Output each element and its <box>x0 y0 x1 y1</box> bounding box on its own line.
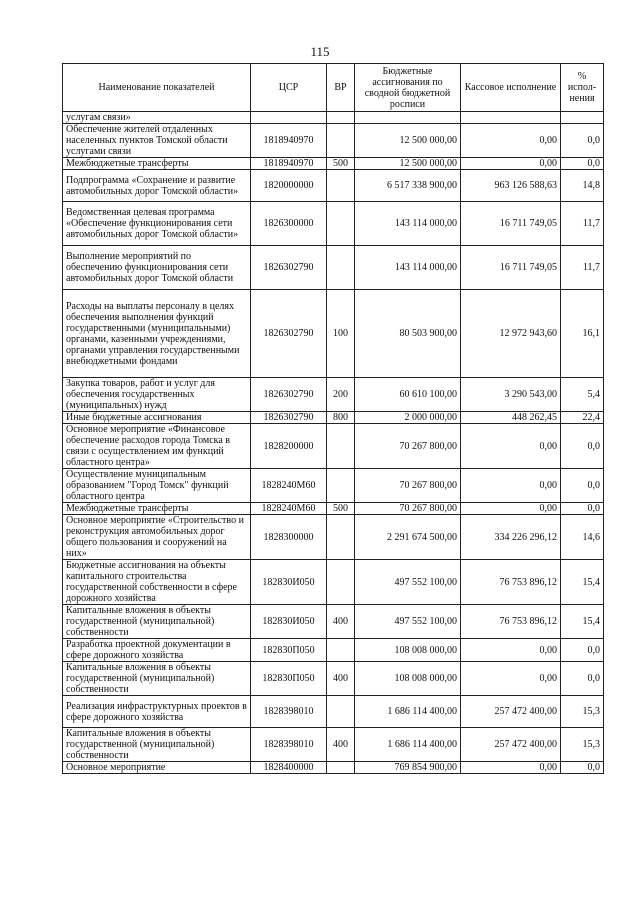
cell-csr: 1826302790 <box>251 290 327 378</box>
cell-csr: 1828240М60 <box>251 503 327 515</box>
header-vr: ВР <box>327 64 355 112</box>
table-row <box>63 728 604 762</box>
cell-vr <box>327 124 355 158</box>
cell-allocation: 70 267 800,00 <box>355 503 461 515</box>
cell-percent: 5,4 <box>561 378 604 412</box>
cell-cash-execution: 0,00 <box>461 124 561 158</box>
cell-percent: 11,7 <box>561 202 604 246</box>
cell-csr: 182830И050 <box>251 605 327 639</box>
cell-vr <box>327 424 355 469</box>
cell-vr <box>327 515 355 560</box>
cell-percent: 0,0 <box>561 124 604 158</box>
cell-percent: 14,6 <box>561 515 604 560</box>
cell-percent: 0,0 <box>561 158 604 170</box>
cell-vr <box>327 696 355 728</box>
table-row <box>63 202 604 246</box>
cell-name: Основное мероприятие «Строительство и реконструкция автомобильных дорог общего пользования и сооружений на них» <box>63 515 251 560</box>
cell-allocation: 497 552 100,00 <box>355 605 461 639</box>
cell-vr: 500 <box>327 158 355 170</box>
table-row <box>63 246 604 290</box>
budget-execution-table <box>62 63 604 774</box>
cell-name: Закупка товаров, работ и услуг для обеспечения государственных (муниципальных) нужд <box>63 378 251 412</box>
cell-allocation: 70 267 800,00 <box>355 424 461 469</box>
cell-vr: 500 <box>327 503 355 515</box>
cell-allocation: 2 000 000,00 <box>355 412 461 424</box>
table-row <box>63 290 604 378</box>
cell-percent: 15,4 <box>561 560 604 605</box>
table-row <box>63 762 604 774</box>
cell-allocation: 143 114 000,00 <box>355 246 461 290</box>
cell-name: услугам связи» <box>63 112 251 124</box>
cell-vr <box>327 639 355 662</box>
cell-percent: 11,7 <box>561 246 604 290</box>
cell-cash-execution: 0,00 <box>461 662 561 696</box>
cell-name: Основное мероприятие <box>63 762 251 774</box>
cell-cash-execution: 0,00 <box>461 762 561 774</box>
cell-name: Осуществление муниципальным образованием "Город Томск" функций областного центра <box>63 469 251 503</box>
cell-name: Бюджетные ассигнования на объекты капитального строительства государственной собственности в сфере дорожного хозяйства <box>63 560 251 605</box>
cell-csr: 1818940970 <box>251 124 327 158</box>
table-row <box>63 112 604 124</box>
cell-vr <box>327 170 355 202</box>
cell-percent: 0,0 <box>561 503 604 515</box>
cell-cash-execution: 0,00 <box>461 469 561 503</box>
page-number: 115 <box>310 44 330 59</box>
cell-percent: 0,0 <box>561 469 604 503</box>
cell-vr: 100 <box>327 290 355 378</box>
cell-allocation: 143 114 000,00 <box>355 202 461 246</box>
cell-name: Капитальные вложения в объекты государственной (муниципальной) собственности <box>63 662 251 696</box>
cell-vr: 400 <box>327 605 355 639</box>
cell-cash-execution: 334 226 296,12 <box>461 515 561 560</box>
cell-name: Выполнение мероприятий по обеспечению функционирования сети автомобильных дорог Томской области <box>63 246 251 290</box>
cell-name: Межбюджетные трансферты <box>63 503 251 515</box>
cell-percent: 0,0 <box>561 662 604 696</box>
table-row <box>63 170 604 202</box>
table-row <box>63 560 604 605</box>
table-row <box>63 503 604 515</box>
table-row <box>63 124 604 158</box>
cell-allocation: 6 517 338 900,00 <box>355 170 461 202</box>
cell-csr: 182830П050 <box>251 639 327 662</box>
cell-name: Ведомственная целевая программа «Обеспечение функционирования сети автомобильных дорог Томской области» <box>63 202 251 246</box>
table-row <box>63 469 604 503</box>
cell-cash-execution: 12 972 943,60 <box>461 290 561 378</box>
cell-name: Подпрограмма «Сохранение и развитие автомобильных дорог Томской области» <box>63 170 251 202</box>
cell-allocation: 1 686 114 400,00 <box>355 696 461 728</box>
cell-vr <box>327 246 355 290</box>
cell-percent <box>561 112 604 124</box>
cell-csr: 1828398010 <box>251 696 327 728</box>
cell-percent: 22,4 <box>561 412 604 424</box>
cell-allocation: 769 854 900,00 <box>355 762 461 774</box>
cell-cash-execution: 0,00 <box>461 158 561 170</box>
table-row <box>63 662 604 696</box>
cell-percent: 0,0 <box>561 762 604 774</box>
cell-cash-execution: 76 753 896,12 <box>461 560 561 605</box>
cell-allocation: 60 610 100,00 <box>355 378 461 412</box>
table-header-row <box>63 64 604 112</box>
cell-csr: 1828398010 <box>251 728 327 762</box>
cell-allocation: 70 267 800,00 <box>355 469 461 503</box>
table-row <box>63 696 604 728</box>
cell-allocation: 12 500 000,00 <box>355 124 461 158</box>
cell-vr: 400 <box>327 662 355 696</box>
cell-csr: 1826302790 <box>251 412 327 424</box>
cell-csr: 1828400000 <box>251 762 327 774</box>
cell-csr: 182830П050 <box>251 662 327 696</box>
cell-name: Капитальные вложения в объекты государственной (муниципальной) собственности <box>63 605 251 639</box>
cell-allocation: 2 291 674 500,00 <box>355 515 461 560</box>
cell-cash-execution: 3 290 543,00 <box>461 378 561 412</box>
cell-allocation: 1 686 114 400,00 <box>355 728 461 762</box>
cell-allocation: 108 008 000,00 <box>355 639 461 662</box>
cell-percent: 0,0 <box>561 424 604 469</box>
cell-allocation: 497 552 100,00 <box>355 560 461 605</box>
cell-vr <box>327 112 355 124</box>
cell-percent: 0,0 <box>561 639 604 662</box>
cell-percent: 15,3 <box>561 696 604 728</box>
cell-vr <box>327 202 355 246</box>
cell-cash-execution: 76 753 896,12 <box>461 605 561 639</box>
cell-percent: 15,4 <box>561 605 604 639</box>
cell-csr: 1820000000 <box>251 170 327 202</box>
header-name: Наименование показателей <box>63 64 251 112</box>
cell-cash-execution: 16 711 749,05 <box>461 246 561 290</box>
table-row <box>63 424 604 469</box>
cell-name: Основное мероприятие «Финансовое обеспечение расходов города Томска в связи с осуществлением им функций областного центра» <box>63 424 251 469</box>
header-cash-execution: Кассовое исполнение <box>461 64 561 112</box>
cell-cash-execution: 16 711 749,05 <box>461 202 561 246</box>
cell-name: Межбюджетные трансферты <box>63 158 251 170</box>
cell-cash-execution: 257 472 400,00 <box>461 728 561 762</box>
cell-percent: 15,3 <box>561 728 604 762</box>
table-row <box>63 515 604 560</box>
cell-allocation <box>355 112 461 124</box>
cell-name: Расходы на выплаты персоналу в целях обеспечения выполнения функций государственными (муниципальными) органами, казенными учреждениями, органами управления государственными внебюджетными фондами <box>63 290 251 378</box>
cell-name: Реализация инфраструктурных проектов в сфере дорожного хозяйства <box>63 696 251 728</box>
table-row <box>63 412 604 424</box>
cell-csr: 1828300000 <box>251 515 327 560</box>
cell-csr: 1818940970 <box>251 158 327 170</box>
cell-csr: 1828200000 <box>251 424 327 469</box>
header-allocations: Бюджетные ассигнования по сводной бюджетной росписи <box>355 64 461 112</box>
cell-cash-execution: 0,00 <box>461 503 561 515</box>
cell-vr <box>327 560 355 605</box>
cell-csr: 1826302790 <box>251 378 327 412</box>
table-row <box>63 378 604 412</box>
cell-csr <box>251 112 327 124</box>
cell-cash-execution: 963 126 588,63 <box>461 170 561 202</box>
cell-name: Иные бюджетные ассигнования <box>63 412 251 424</box>
cell-csr: 1826302790 <box>251 246 327 290</box>
cell-vr: 200 <box>327 378 355 412</box>
cell-name: Капитальные вложения в объекты государственной (муниципальной) собственности <box>63 728 251 762</box>
header-csr: ЦСР <box>251 64 327 112</box>
cell-percent: 16,1 <box>561 290 604 378</box>
cell-allocation: 108 008 000,00 <box>355 662 461 696</box>
cell-cash-execution: 0,00 <box>461 639 561 662</box>
cell-csr: 1826300000 <box>251 202 327 246</box>
cell-cash-execution: 448 262,45 <box>461 412 561 424</box>
cell-csr: 182830И050 <box>251 560 327 605</box>
cell-name: Разработка проектной документации в сфере дорожного хозяйства <box>63 639 251 662</box>
cell-vr: 400 <box>327 728 355 762</box>
cell-csr: 1828240М60 <box>251 469 327 503</box>
table-row <box>63 158 604 170</box>
table-row <box>63 605 604 639</box>
header-percent: % испол-нения <box>561 64 604 112</box>
cell-name: Обеспечение жителей отдаленных населенных пунктов Томской области услугами связи <box>63 124 251 158</box>
table-row <box>63 639 604 662</box>
cell-cash-execution <box>461 112 561 124</box>
cell-vr: 800 <box>327 412 355 424</box>
cell-allocation: 80 503 900,00 <box>355 290 461 378</box>
cell-vr <box>327 469 355 503</box>
cell-cash-execution: 257 472 400,00 <box>461 696 561 728</box>
cell-percent: 14,8 <box>561 170 604 202</box>
cell-cash-execution: 0,00 <box>461 424 561 469</box>
cell-allocation: 12 500 000,00 <box>355 158 461 170</box>
cell-vr <box>327 762 355 774</box>
